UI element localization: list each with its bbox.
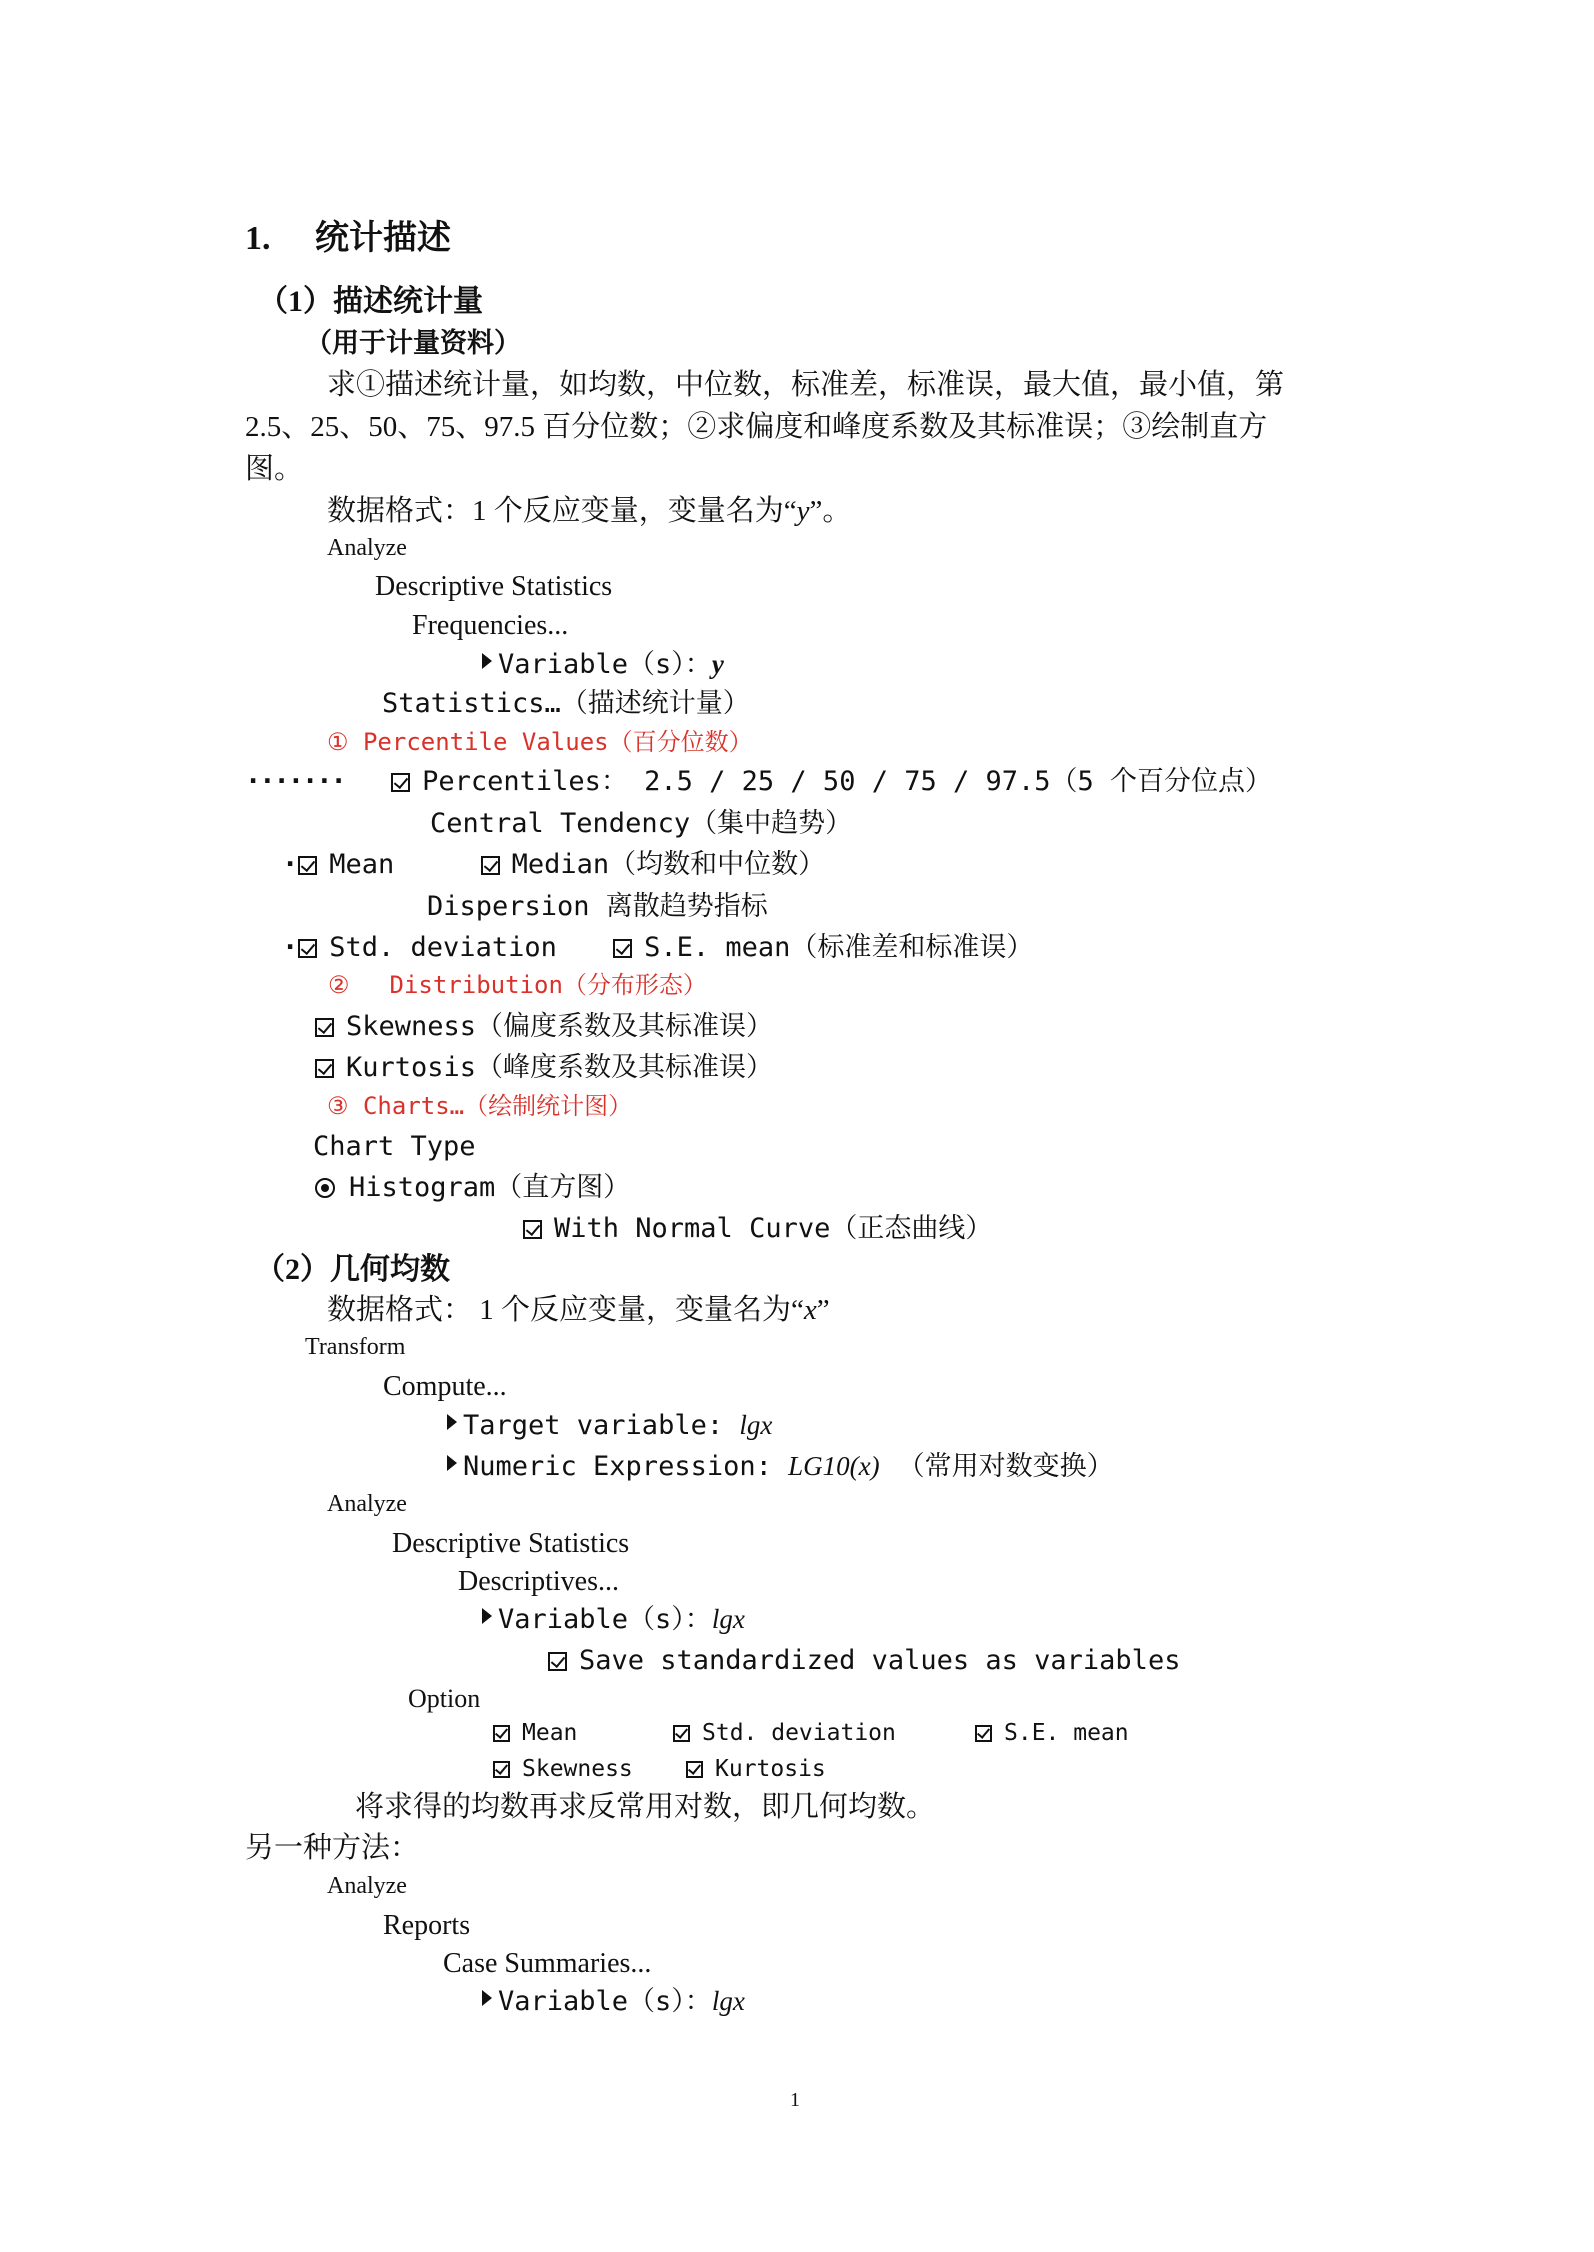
variable-row-2[interactable] [482, 1606, 745, 1633]
variable-label: Variable（s）： [498, 1604, 712, 1635]
option-std-label: Std. deviation [702, 1720, 896, 1746]
option-se-label: S.E. mean [1004, 1720, 1129, 1746]
skewness-row[interactable] [315, 1013, 773, 1040]
menu-case-summaries[interactable]: Case Summaries... [443, 1948, 652, 1979]
menu-analyze-2[interactable]: Analyze [327, 1491, 407, 1517]
checkbox-checked-icon[interactable] [686, 1761, 703, 1778]
conclusion-text: 将求得的均数再求反常用对数，即几何均数。 [355, 1791, 936, 1823]
triangle-right-icon [447, 1455, 457, 1471]
checkbox-checked-icon[interactable] [975, 1725, 992, 1742]
triangle-right-icon [482, 1608, 492, 1624]
checkbox-checked-icon[interactable] [298, 939, 317, 958]
menu-descriptive-statistics-2[interactable]: Descriptive Statistics [392, 1528, 630, 1559]
data-format-text: 数据格式：1 个反应变量，变量名为“ [327, 495, 797, 527]
para-line-2: 2.5、25、50、75、97.5 百分位数；②求偏度和峰度系数及其标准误；③绘制直方 [245, 411, 1268, 443]
option-button[interactable]: Option [408, 1684, 481, 1713]
checkbox-checked-icon[interactable] [391, 773, 410, 792]
checkbox-checked-icon[interactable] [493, 1725, 510, 1742]
kurtosis-row[interactable] [315, 1054, 773, 1081]
option-se-row[interactable] [975, 1722, 1129, 1745]
section2-title: （2）几何均数 [255, 1253, 450, 1286]
se-mean-label: S.E. mean（标准差和标准误） [644, 932, 1034, 963]
percentiles-label: Percentiles： 2.5 / 25 / 50 / 75 / 97.5（5 个百分位点） [422, 766, 1273, 797]
option-std-row[interactable] [673, 1722, 896, 1745]
distribution-number: ② [328, 971, 350, 999]
para-line-3: 图。 [245, 453, 304, 485]
percentiles-row[interactable] [245, 768, 1272, 795]
heading-title: 统计描述 [315, 220, 451, 257]
data-format-line [327, 497, 851, 526]
mean-median-row[interactable] [282, 851, 825, 878]
option-mean-label: Mean [522, 1720, 578, 1746]
section1-subtitle: （用于计量资料） [305, 328, 521, 358]
median-label: Median（均数和中位数） [511, 849, 826, 880]
distribution-label: Distribution（分布形态） [389, 971, 707, 999]
chart-type-heading: Chart Type [313, 1131, 476, 1162]
target-variable-row[interactable] [447, 1412, 772, 1439]
data-format-end: ”。 [809, 495, 852, 527]
numeric-expression-label: Numeric Expression: [463, 1451, 789, 1482]
distribution-heading [328, 973, 707, 997]
checkbox-checked-icon[interactable] [673, 1725, 690, 1742]
option-kurtosis-row[interactable] [686, 1758, 826, 1781]
numeric-expression-note: （常用对数变换） [897, 1451, 1114, 1482]
bullet: · [282, 932, 299, 963]
variable-value: y [711, 649, 724, 679]
variable-label: Variable（s）： [498, 1986, 712, 2017]
variable-label: Variable（s）： [498, 649, 712, 680]
dispersion-heading: Dispersion 离散趋势指标 [427, 891, 768, 922]
radio-selected-icon[interactable] [315, 1178, 335, 1198]
mean-label: Mean [329, 849, 395, 880]
menu-frequencies[interactable]: Frequencies... [412, 610, 569, 641]
option-kurtosis-label: Kurtosis [715, 1756, 826, 1782]
option-skewness-label: Skewness [522, 1756, 633, 1782]
std-se-row[interactable] [282, 934, 1033, 961]
option-row-1[interactable] [493, 1722, 577, 1745]
menu-transform[interactable]: Transform [305, 1334, 406, 1360]
para-line-1: 求①描述统计量，如均数，中位数，标准差，标准误，最大值，最小值，第 [327, 369, 1285, 401]
dotted-leader: ······· [245, 766, 345, 797]
another-method-text: 另一种方法： [245, 1832, 420, 1864]
target-variable-label: Target variable: [463, 1410, 740, 1441]
triangle-right-icon [482, 1990, 492, 2006]
statistics-button[interactable]: Statistics…（描述统计量） [382, 688, 750, 719]
percentile-values-heading: ① Percentile Values（百分位数） [327, 728, 753, 756]
data-format-end: ” [816, 1294, 830, 1326]
normal-curve-row[interactable] [523, 1215, 992, 1242]
checkbox-checked-icon[interactable] [493, 1761, 510, 1778]
triangle-right-icon [447, 1414, 457, 1430]
page-number: 1 [790, 2089, 800, 2111]
std-deviation-label: Std. deviation [329, 932, 557, 963]
kurtosis-label: Kurtosis（峰度系数及其标准误） [346, 1052, 774, 1083]
menu-compute[interactable]: Compute... [383, 1371, 507, 1402]
section1-title: （1）描述统计量 [258, 285, 483, 318]
histogram-label: Histogram（直方图） [349, 1172, 631, 1203]
menu-descriptive-statistics[interactable]: Descriptive Statistics [375, 571, 613, 602]
checkbox-checked-icon[interactable] [481, 856, 500, 875]
bullet: · [282, 849, 299, 880]
checkbox-checked-icon[interactable] [548, 1652, 567, 1671]
option-skewness-row[interactable] [493, 1758, 633, 1781]
checkbox-checked-icon[interactable] [315, 1059, 334, 1078]
variable-row-3[interactable] [482, 1988, 745, 2015]
heading [245, 222, 451, 256]
variable-row[interactable] [482, 651, 724, 678]
heading-number: 1. [245, 220, 271, 257]
target-variable-value: lgx [739, 1410, 773, 1440]
data-format-text: 数据格式： 1 个反应变量，变量名为“ [327, 1294, 804, 1326]
triangle-right-icon [482, 653, 492, 669]
variable-value: lgx [711, 1986, 745, 2016]
menu-reports[interactable]: Reports [383, 1910, 471, 1941]
skewness-label: Skewness（偏度系数及其标准误） [346, 1011, 774, 1042]
menu-analyze-3[interactable]: Analyze [327, 1873, 407, 1899]
data-format-var: y [796, 495, 810, 527]
numeric-expression-row[interactable] [447, 1453, 1114, 1480]
variable-value: lgx [711, 1604, 745, 1634]
checkbox-checked-icon[interactable] [315, 1018, 334, 1037]
save-standardized-row[interactable] [548, 1647, 1180, 1674]
menu-analyze[interactable]: Analyze [327, 535, 407, 561]
checkbox-checked-icon[interactable] [613, 939, 632, 958]
checkbox-checked-icon[interactable] [523, 1220, 542, 1239]
normal-curve-label: With Normal Curve（正态曲线） [554, 1213, 993, 1244]
histogram-row[interactable] [315, 1174, 630, 1201]
central-tendency-heading: Central Tendency（集中趋势） [430, 808, 853, 839]
numeric-expression-value: LG10(x) [788, 1451, 880, 1481]
data-format-line-2 [327, 1296, 830, 1325]
checkbox-checked-icon[interactable] [298, 856, 317, 875]
charts-heading[interactable]: ③ Charts…（绘制统计图） [327, 1092, 633, 1120]
menu-descriptives[interactable]: Descriptives... [458, 1566, 619, 1597]
save-standardized-label: Save standardized values as variables [579, 1645, 1181, 1676]
data-format-var: x [803, 1294, 817, 1326]
